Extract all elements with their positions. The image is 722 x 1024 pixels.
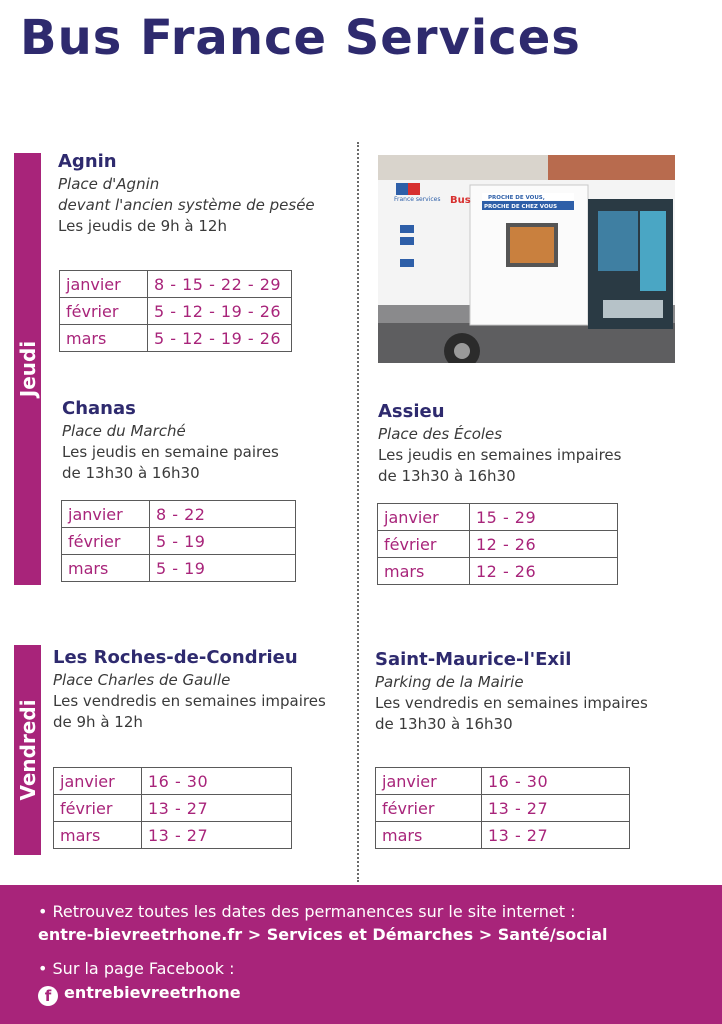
table-row xyxy=(62,555,296,582)
table-row xyxy=(378,531,618,558)
table-row xyxy=(62,501,296,528)
month-cell: janvier xyxy=(378,504,470,531)
dates-table-agnin xyxy=(59,270,292,352)
table-row xyxy=(62,528,296,555)
day-band-vendredi xyxy=(14,645,41,855)
days-cell: 16 - 30 xyxy=(482,768,630,795)
facebook-handle: entrebievreetrhone xyxy=(64,983,241,1002)
day-label-jeudi: Jeudi xyxy=(15,340,40,398)
month-cell: février xyxy=(60,298,148,325)
site-assieu xyxy=(378,400,621,487)
table-row xyxy=(60,298,292,325)
facebook-icon: f xyxy=(38,986,58,1006)
page-title: Bus France Services xyxy=(20,10,581,66)
table-row xyxy=(54,768,292,795)
days-cell: 5 - 19 xyxy=(150,528,296,555)
table-row xyxy=(378,504,618,531)
site-place: devant l'ancien système de pesée xyxy=(58,196,315,214)
site-place: Place du Marché xyxy=(62,422,186,440)
table-row xyxy=(60,271,292,298)
dates-table-les-roches-de-condrieu xyxy=(53,767,292,849)
site-name: Assieu xyxy=(378,401,445,422)
site-schedule: de 13h30 à 16h30 xyxy=(375,715,513,733)
site-schedule: Les vendredis en semaines impaires xyxy=(53,692,326,710)
photo-brand: France services xyxy=(394,196,441,203)
site-schedule: de 13h30 à 16h30 xyxy=(62,464,200,482)
days-cell: 5 - 12 - 19 - 26 xyxy=(148,325,292,352)
site-agnin xyxy=(58,150,315,237)
site-name: Saint-Maurice-l'Exil xyxy=(375,649,572,670)
table-row xyxy=(376,822,630,849)
day-band-jeudi xyxy=(14,153,41,585)
site-saint-maurice-l-exil xyxy=(375,648,648,735)
table-row xyxy=(378,558,618,585)
dates-table-assieu xyxy=(377,503,618,585)
site-name: Les Roches-de-Condrieu xyxy=(53,647,298,668)
column-divider xyxy=(357,142,359,882)
days-cell: 13 - 27 xyxy=(142,822,292,849)
month-cell: mars xyxy=(376,822,482,849)
site-schedule: Les jeudis en semaine paires xyxy=(62,443,279,461)
photo-slogan-2: PROCHE DE CHEZ VOUS xyxy=(484,204,558,210)
days-cell: 12 - 26 xyxy=(470,558,618,585)
days-cell: 5 - 12 - 19 - 26 xyxy=(148,298,292,325)
bus-photo xyxy=(378,155,675,363)
days-cell: 16 - 30 xyxy=(142,768,292,795)
table-row xyxy=(60,325,292,352)
month-cell: janvier xyxy=(54,768,142,795)
month-cell: février xyxy=(54,795,142,822)
days-cell: 13 - 27 xyxy=(142,795,292,822)
month-cell: janvier xyxy=(62,501,150,528)
table-row xyxy=(54,795,292,822)
days-cell: 8 - 22 xyxy=(150,501,296,528)
site-name: Chanas xyxy=(62,398,136,419)
footer-facebook-link[interactable] xyxy=(38,983,241,1006)
table-row xyxy=(376,768,630,795)
month-cell: mars xyxy=(62,555,150,582)
site-schedule: de 9h à 12h xyxy=(53,713,143,731)
month-cell: mars xyxy=(54,822,142,849)
month-cell: mars xyxy=(378,558,470,585)
site-schedule: Les jeudis de 9h à 12h xyxy=(58,217,227,235)
site-place: Place des Écoles xyxy=(378,425,503,443)
days-cell: 8 - 15 - 22 - 29 xyxy=(148,271,292,298)
month-cell: février xyxy=(378,531,470,558)
days-cell: 15 - 29 xyxy=(470,504,618,531)
footer-band xyxy=(0,885,722,1024)
site-place: Place d'Agnin xyxy=(58,175,160,193)
site-chanas xyxy=(62,397,279,484)
photo-label: Bus xyxy=(450,195,471,206)
month-cell: janvier xyxy=(60,271,148,298)
days-cell: 12 - 26 xyxy=(470,531,618,558)
footer-website-link[interactable]: entre-bievreetrhone.fr > Services et Démarches > Santé/social xyxy=(38,925,608,944)
days-cell: 13 - 27 xyxy=(482,795,630,822)
site-les-roches-de-condrieu xyxy=(53,646,326,733)
site-name: Agnin xyxy=(58,151,117,172)
site-place: Place Charles de Gaulle xyxy=(53,671,231,689)
dates-table-saint-maurice-l-exil xyxy=(375,767,630,849)
footer-facebook-intro: • Sur la page Facebook : xyxy=(38,959,235,978)
site-schedule: Les vendredis en semaines impaires xyxy=(375,694,648,712)
days-cell: 13 - 27 xyxy=(482,822,630,849)
photo-slogan-1: PROCHE DE VOUS, xyxy=(488,195,545,201)
month-cell: mars xyxy=(60,325,148,352)
table-row xyxy=(376,795,630,822)
bus-illustration xyxy=(378,155,675,363)
month-cell: février xyxy=(62,528,150,555)
table-row xyxy=(54,822,292,849)
dates-table-chanas xyxy=(61,500,296,582)
month-cell: février xyxy=(376,795,482,822)
site-schedule: de 13h30 à 16h30 xyxy=(378,467,516,485)
site-schedule: Les jeudis en semaines impaires xyxy=(378,446,622,464)
day-label-vendredi: Vendredi xyxy=(15,699,40,801)
days-cell: 5 - 19 xyxy=(150,555,296,582)
footer-intro: • Retrouvez toutes les dates des permanences sur le site internet : xyxy=(38,902,576,921)
month-cell: janvier xyxy=(376,768,482,795)
site-place: Parking de la Mairie xyxy=(375,673,524,691)
